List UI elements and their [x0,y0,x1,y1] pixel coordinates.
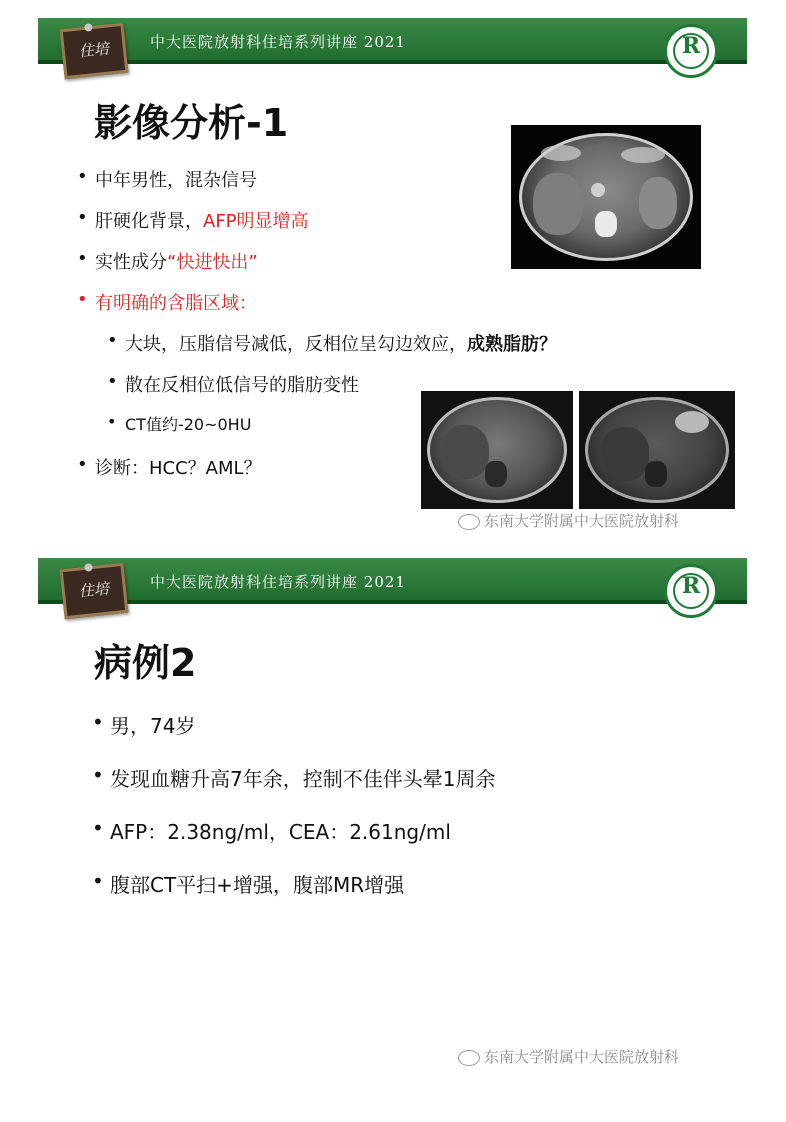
bullet-2 [77,207,309,233]
mr-spine-left [485,461,507,487]
bullet-2 [92,763,496,792]
bullet-dot: • [92,869,104,893]
slide-2 [38,558,747,1078]
bullet-text: 有明确的含脂区域： [95,293,257,314]
bullet-1 [92,710,196,739]
chalkboard-badge [60,563,129,619]
ct-bowel [541,145,581,161]
ct-aorta [591,183,605,197]
bullet-dot: • [107,371,118,392]
bullet-1 [77,166,257,192]
banner-stripe [38,600,747,604]
banner-stripe [38,60,747,64]
logo-letter: R [681,573,701,599]
bullet-3 [77,248,258,274]
watermark [458,510,679,531]
bullet-text: AFP：2.38ng/ml，CEA：2.61ng/ml [110,820,451,844]
bullet-dot: • [77,248,88,269]
badge-text: 住培 [78,579,110,601]
wechat-icon [458,514,480,530]
bullet-4 [77,289,257,315]
logo-letter: R [681,33,701,59]
mr-image-right [579,391,735,509]
ct-bowel-2 [621,147,665,163]
bullet-text: 发现血糖升高7年余，控制不佳伴头晕1周余 [110,767,496,791]
sub-bullet-1 [107,330,557,356]
wechat-icon [458,1050,480,1066]
bullet-dot: • [77,289,88,310]
mr-liver-right [601,427,649,481]
sub-bullet-2 [107,371,359,397]
mr-image-left [421,391,573,509]
bullet-dot: • [92,816,104,840]
bullet-text: 散在反相位低信号的脂肪变性 [125,375,359,396]
bullet-dot: • [107,412,117,431]
mr-bowel-right [675,411,709,433]
bullet-text: 中年男性，混杂信号 [95,170,257,191]
slide-1 [38,18,747,538]
header-banner [38,18,747,64]
slide-title: 影像分析-1 [94,101,289,145]
ct-spleen [639,177,677,229]
bullet-dot: • [107,330,118,351]
bullet-highlight: “快进快出” [167,252,258,273]
slide-title: 病例2 [94,641,197,685]
sub-bullet-3 [107,412,252,435]
bullet-text: 男，74岁 [110,714,196,738]
ct-liver [533,173,583,235]
banner-title: 中大医院放射科住培系列讲座 2021 [150,573,406,591]
bullet-dot: • [77,207,88,228]
chalkboard-badge [60,23,129,79]
pin-icon [84,563,93,572]
bullet-text: CT值约-20~0HU [125,415,252,434]
mr-liver-left [441,425,489,479]
bullet-4 [92,869,405,898]
pin-icon [84,23,93,32]
badge-text: 住培 [78,39,110,61]
bullet-bold: 成熟脂肪？ [467,334,557,355]
mr-spine-right [645,461,667,487]
bullet-highlight: AFP明显增高 [203,211,309,232]
bullet-text: 腹部CT平扫+增强，腹部MR增强 [110,873,405,897]
bullet-dot: • [92,710,104,734]
header-banner [38,558,747,604]
bullet-dot: • [77,166,88,187]
bullet-text: 诊断：HCC？AML？ [95,458,262,479]
bullet-text: 肝硬化背景， [95,211,203,232]
bullet-dot: • [77,454,88,475]
watermark-text: 东南大学附属中大医院放射科 [484,512,680,530]
hospital-logo [664,564,718,618]
bullet-text: 大块，压脂信号减低，反相位呈勾边效应， [125,334,467,355]
ct-spine [595,211,617,237]
bullet-5 [77,454,262,480]
bullet-text: 实性成分 [95,252,167,273]
ct-image-axial [511,125,701,269]
watermark [458,1046,679,1067]
banner-title: 中大医院放射科住培系列讲座 2021 [150,33,406,51]
hospital-logo [664,24,718,78]
bullet-dot: • [92,763,104,787]
watermark-text: 东南大学附属中大医院放射科 [484,1048,680,1066]
bullet-3 [92,816,451,845]
